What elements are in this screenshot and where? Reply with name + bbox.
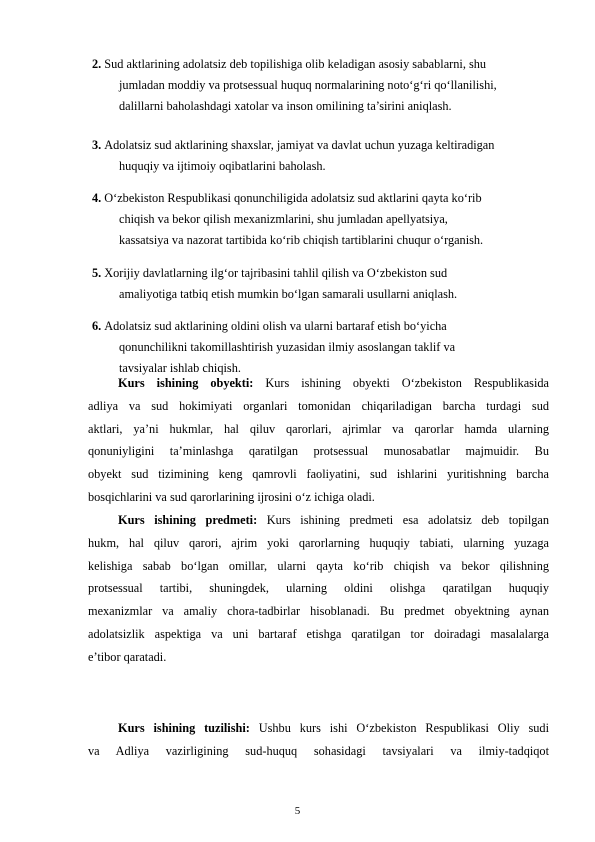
structure-paragraph [88,717,549,763]
list-item [92,135,549,177]
paragraph-label: Kurs ishining obyekti: [118,376,254,390]
item-line: tavsiyalar ishlab chiqish. [119,361,241,375]
paragraph-line: protsessual tartibi, shuningdek, ularning oldini olishga qaratilgan huquqiy [88,581,549,596]
item-line: O‘zbekiston Respublikasi qonunchiligida adolatsiz sud aktlarini qayta ko‘rib [104,191,482,205]
list-item [92,316,549,379]
item-line: kassatsiya va nazorat tartibida ko‘rib chiqish tartiblarini chuqur o‘rganish. [119,233,484,247]
paragraph-line: Ushbu kurs ishi O‘zbekiston Respublikasi Oliy sudi [249,721,549,735]
paragraph-line: Kurs ishining obyekti O‘zbekiston Respublikasida [253,376,549,390]
list-item [92,188,549,251]
item-number: 5. [92,266,102,280]
paragraph-line: obyekt sud tizimining keng qamrovli faoliyatini, sud ishlarini yuritishning barcha [88,467,549,482]
paragraph-line: qonuniyligini ta’minlashga qaratilgan protsessual munosabatlar majmuidir. Bu [88,444,549,459]
paragraph-line: adolatsizlik aspektiga va uni bartaraf etishga qaratilgan tor doiradagi masalalarga [88,626,549,641]
paragraph-line: kelishiga sabab bo‘lgan omillar, ularni qayta ko‘rib chiqish va bekor qilishning [88,558,549,573]
subject-paragraph [88,509,549,669]
item-line: Sud aktlarining adolatsiz deb topilishiga olib keladigan asosiy sabablarni, shu [104,57,487,71]
item-line: huquqiy va ijtimoiy oqibatlarini baholash. [119,159,326,173]
paragraph-line: Kurs ishining predmeti esa adolatsiz deb topilgan [257,513,549,527]
object-paragraph [88,372,549,509]
paragraph-label: Kurs ishining tuzilishi: [118,721,250,735]
item-line: amaliyotiga tatbiq etish mumkin bo‘lgan samarali usullarni aniqlash. [119,287,458,301]
item-number: 3. [92,138,102,152]
paragraph-line: adliya va sud hokimiyati organlari tomonidan chiqariladigan barcha turdagi sud [88,398,549,413]
paragraph-line: e’tibor qaratadi. [88,649,167,664]
paragraph-line: aktlari, ya’ni hukmlar, hal qiluv qarorlari, ajrimlar va qarorlar hamda ularning [88,421,549,436]
item-line: qonunchilikni takomillashtirish yuzasidan ilmiy asoslangan taklif va [119,340,456,354]
list-item [92,263,549,305]
paragraph-label: Kurs ishining predmeti: [118,513,258,527]
list-item [92,54,549,117]
item-line: Adolatsiz sud aktlarining oldini olish va ularni bartaraf etish bo‘yicha [104,319,447,333]
item-line: Adolatsiz sud aktlarining shaxslar, jamiyat va davlat uchun yuzaga keltiradigan [104,138,495,152]
item-line: chiqish va bekor qilish mexanizmlarini, shu jumladan apellyatsiya, [119,212,448,226]
item-number: 4. [92,191,102,205]
paragraph-line: bosqichlarini va sud qarorlarining ijrosini o‘z ichiga oladi. [88,489,375,504]
item-number: 6. [92,319,102,333]
item-line: Xorijiy davlatlarning ilg‘or tajribasini tahlil qilish va O‘zbekiston sud [104,266,448,280]
page-number: 5 [294,805,301,817]
item-line: dalillarni baholashdagi xatolar va inson omilining ta’sirini aniqlash. [119,99,452,113]
paragraph-line: va Adliya vazirligining sud-huquq sohasidagi tavsiyalari va ilmiy-tadqiqot [88,743,549,758]
paragraph-line: mexanizmlar va amaliy chora-tadbirlar hisoblanadi. Bu predmet obyektning aynan [88,604,549,619]
paragraph-line: hukm, hal qiluv qarori, ajrim yoki qarorlarning huquqiy tabiati, ularning yuzaga [88,535,549,550]
item-line: jumladan moddiy va protsessual huquq normalarining noto‘g‘ri qo‘llanilishi, [119,78,497,92]
item-number: 2. [92,57,102,71]
